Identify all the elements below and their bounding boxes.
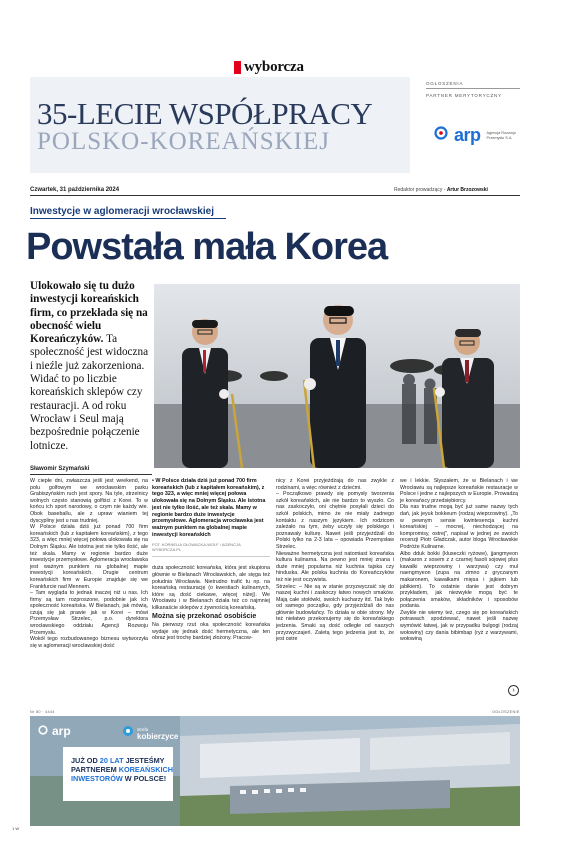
kicker-underline — [30, 218, 226, 219]
article-kicker: Inwestycje w aglomeracji wrocławskiej — [30, 206, 214, 217]
ad-line-1: JUŻ OD 20 LAT JESTEŚMY — [71, 756, 165, 765]
quote-divider — [152, 556, 270, 557]
zone-circle-icon — [122, 724, 134, 742]
column-2-body — [152, 565, 270, 642]
paragraph: we i lekkie. Słyszałem, że w Bielanach i we Wrocławiu są najlepsze koreańskie restauracje w Polsce i jedne z najlepszych w Europie. Prowadzą je koreańscy przedsiębiorcy. — [400, 478, 518, 504]
paragraph: Na pierwszy rzut oka społeczność koreańska wydaje się jednak dość hermetyczna, ale ten obraz jest trochę bardziej złożony. Pracow- — [152, 622, 270, 642]
ad-zone-logo — [122, 724, 178, 742]
article-column-1 — [30, 478, 148, 649]
partner-logo-text: arp — [454, 125, 481, 145]
ad-label-left: Nr 80 · 4444 — [30, 710, 55, 714]
article-lead — [30, 280, 150, 453]
supplement-title-line1: 35-LECIE WSPÓŁPRACY — [37, 96, 373, 131]
paragraph: nicy z Korei przyjeżdżają do nas zwykle z rodzinami, a więc również z dziećmi. — [276, 478, 394, 491]
photo-credit: FOT. KORNELIA GŁOWACKA-WOLF / AGENCJA WYBORCZA.PL — [152, 542, 241, 553]
lead-bold: Ulokowało się tu dużo inwestycji koreańskich firm, co przekłada się na obecność wielu Koreańczyków. — [30, 280, 148, 346]
paragraph: W ciepłe dni, zwłaszcza jeśli jest weekend, na polu golfowym we wrocławskim parku Grabiszyńskim ruch jest spory. Na tyle, strzelnicy wolnych często stanowią golfiści z Korei. To w końcu ich sport narodowy, o czym nie każdy wie. Obok baseballu, ale z upraw wianiem tej dyscypliny jest u nas trudniej. — [30, 478, 148, 524]
arp-circle-icon — [38, 722, 48, 740]
date-divider — [30, 195, 520, 196]
ad-label-right: OGŁOSZENIE — [492, 710, 520, 714]
page-number: 1 W — [12, 826, 20, 831]
article-column-3 — [276, 478, 394, 643]
zone-name: kobierzyce — [137, 732, 179, 741]
byline-underline — [30, 474, 152, 475]
masthead — [234, 58, 304, 76]
paragraph: – Początkowo prawdy się pomysły tworzenia szkół koreańskich, ale nie bardzo to wyszło. Co nas zaskoczyło, oni chętnie posyłali dzieci do szkół polskich, mimo że nie miały żadnego kontaktu z naszym językiem. Ich rodzicom zależało na tym, żeby uczyły się polskiego i poznawały kulturę. Nawet jeśli przyjeżdżali do Polski tylko na 2-3 lata – opowiada Przemysław Strzelec. — [276, 491, 394, 550]
zone-small: strefa — [137, 727, 149, 732]
article-column-2 — [152, 478, 270, 642]
ad-arp-text: arp — [52, 724, 71, 738]
partner-logo — [434, 125, 523, 146]
editor-credit — [394, 187, 488, 193]
wyborcza-logo-mark — [234, 61, 241, 74]
paragraph: Albo dduk bokki (kluseczki ryżowe), jjangmyeon (makaron z sosem z z czarnej fasoli sojowej plus kawałki wieprzowiny i warzywa) czy mul naengmyeon (zupa na zimno z gryczanym makaronem, kawałkami mięsa i jajkiem lub jabłkiem). To ostatnie danie jest dobrym przykładem, jak niezwykłe mogą być te połączenia smaków, składników i sposobów podania. — [400, 550, 518, 610]
ad-line-3: INWESTORÓW W POLSCE! — [71, 774, 167, 783]
advertisement[interactable] — [30, 716, 520, 826]
issue-date: Czwartek, 31 października 2024 — [30, 187, 120, 193]
paragraph: Zwykle nie wiemy też, czego się po koreańskich potrawach spodziewać, nawet jeśli nazwę wymówić łatwej, jak w przypadku bulgogi (rodzaj wołowiny) czy dania bibimbap (ryż z warzywami, wołowiną — [400, 609, 518, 643]
paragraph: Nieważne hermetyczna jest natomiast koreańska kultura kulinarna. Na pewno jest mniej znana i duże mniej popularna niż kuchnia tajska czy hinduska. Ale polska kuchnia do Koreańczyków też nie jest oczywista. — [276, 550, 394, 583]
article-photo — [154, 284, 520, 468]
article-column-4 — [400, 478, 518, 643]
ad-arp-logo — [38, 722, 71, 740]
partner-tagline: Agencja Rozwoju Przemysłu S.A. — [486, 130, 516, 140]
ad-message — [63, 747, 173, 783]
article-headline: Powstała mała Korea — [26, 226, 388, 268]
ad-section-label: OGŁOSZENIA — [426, 81, 464, 86]
editor-name: Artur Brzozowski — [446, 187, 488, 193]
partner-label: PARTNER MERYTORYCZNY — [426, 93, 502, 98]
supplement-title-line2: POLSKO-KOREAŃSKIEJ — [37, 128, 331, 155]
paragraph: W Polsce działa dziś już ponad 700 firm koreańskich (lub z kapitałem koreańskim), z tego 323, a więc mniej więcej połowa ulokowała się na Dolnym Śląsku. Ale istotna jest nie tylko ilość, ale też skala. Mamy w regionie bardzo duże inwestycje przemysłowe. Aglomeracja wrocławska jest ważnym punktem na globalnej mapie inwestycji koreańskich. Drugie centrum koreańskich firm w Europie znajduje się we Frankfurcie nad Mennem. — [30, 524, 148, 590]
lead-rest: Ta społeczność jest widoczna i nieźle już zakorzeniona. Widać to po liczbie koreańskich sklepów czy restauracji. A od roku Wrocław i Seul mają bezpośrednie połączenie lotnicze. — [30, 333, 149, 452]
paragraph: duża społeczność koreańska, która jest skupiona głównie w Bielanach Wrocławskich, ale sięga też południa Wrocławia. Nietrudno trafić tu np. na koreańską restaurację (o kwestiach kulinarnych, które są dość ciekawe, więcej niżej). We Wrocławiu i w Bielanach działa też co najmniej kilkanaście sklepów z żywnością koreańską. — [152, 565, 270, 611]
zone-name-block — [137, 726, 178, 740]
paragraph: Strzelec: – Nie są w stanie przyzwyczaić się do naszej kuchni i zaskoczy łatwo nowych smaków. Mają całe stołówki, swoich kucharzy itd. Tak było od samego początku, gdy przyjeżdżali do nas głównie budowlańcy. To działa w obie strony. My też niełatwo przekonujemy się do koreańskiego jedzenia. Smaki są dość odległe od naszych przyzwyczajeń. Zaletą tego jedzenia jest to, że jest ostre — [276, 583, 394, 643]
paragraph: Wokół tego rozbudowanego biznesu wytworzyła się w aglomeracji wrocławskiej dość — [30, 636, 148, 649]
ad-line-2: PARTNEREM KOREAŃSKICH — [71, 765, 174, 774]
editor-prefix: Redaktor prowadzący - — [394, 187, 446, 193]
pull-quote: • W Polsce działa dziś już ponad 700 firm koreańskich (lub z kapitałem koreańskim), z tego 323, a więc mniej więcej połowa ulokowała się na Dolnym Śląsku. Ale istotna jest nie tylko ilość, ale też skala. Mamy w regionie bardzo duże inwestycje przemysłowe. Aglomeracja wrocławska jest ważnym punktem na globalnej mapie inwestycji koreańskich — [152, 478, 266, 538]
article-subhead: Można się przekonać osobiście — [152, 613, 257, 621]
ad-message-box — [63, 747, 173, 801]
arp-circle-icon — [434, 126, 448, 145]
masthead-title: wyborcza — [244, 58, 304, 75]
paragraph: – Tam wygląda to jednak inaczej niż u nas. Ich firmy są tam rozproszone, podobnie jak ich społeczność koreańska. W Bielanach, jak mówią, czują się jak prawie jak w Korei – mówi Przemysław Strzelec, p.o. dyrektora wrocławskiego oddziału Agencji Rozwoju Przemysłu. — [30, 590, 148, 636]
paragraph: Dla nas trudne mogą być już same nazwy tych dań, jak jeyuk bokkeum (rodzaj wieprzowiny). „To w pewnym sensie kwintesencja kuchni koreańskiej – mocnej, niechodzącej na kompromisy, ostrej", napisał w jednej ze swoich recenzji Piotr Gładczak, autor bloga Wrocławskie Podróże Kulinarne. — [400, 504, 518, 550]
continue-arrow-icon[interactable]: › — [508, 685, 519, 696]
article-byline: Sławomir Szymański — [30, 466, 90, 472]
divider — [426, 88, 520, 89]
